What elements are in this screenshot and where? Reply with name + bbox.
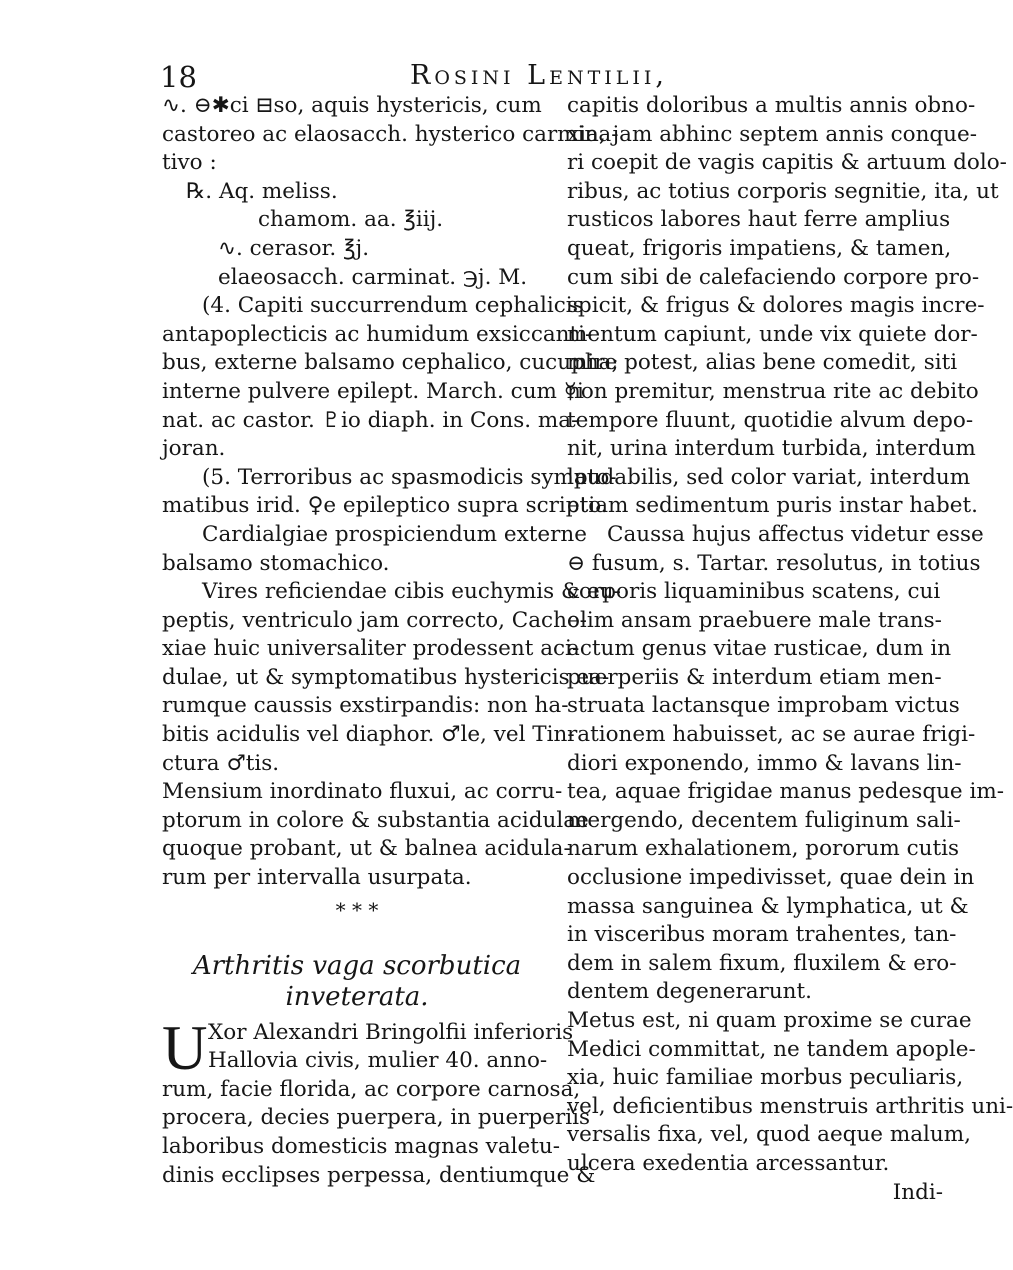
running-title: Rosini Lentilii,: [410, 60, 668, 91]
text-line: ulcera exedentia arcessantur.: [567, 1150, 890, 1176]
text-line: spicit, & frigus & dolores magis incre-: [567, 293, 985, 319]
heading-line: inveterata.: [285, 981, 429, 1012]
text-line: ⊖ fusum, s. Tartar. resolutus, in totius: [567, 550, 981, 576]
text-line: mire potest, alias bene comedit, siti: [567, 350, 958, 376]
text-line: (4. Capiti succurrendum cephalicis: [202, 293, 584, 319]
text-line: olim ansam praebuere male trans-: [567, 607, 942, 633]
text-line: xia, huic familiae morbus peculiaris,: [567, 1065, 964, 1091]
text-line: struata lactansque improbam victus: [567, 693, 960, 719]
text-line: diori exponendo, immo & lavans lin-: [567, 750, 962, 776]
text-line: Medici committat, ne tandem apople-: [567, 1036, 976, 1062]
text-line: matibus irid. ♀e epileptico supra scripto.: [162, 493, 608, 519]
text-line: narum exhalationem, pororum cutis: [567, 836, 960, 862]
text-line: Metus est, ni quam proxime se curae: [567, 1008, 972, 1033]
section-ornament: * * *: [335, 897, 379, 922]
text-line: ribus, ac totius corporis segnitie, ita, ut: [567, 178, 999, 204]
text-line: ri coepit de vagis capitis & artuum dolo-: [567, 150, 1007, 176]
text-line: corporis liquaminibus scatens, cui: [567, 579, 941, 605]
text-line: ∿. ⊖✱ci ⊟so, aquis hystericis, cum: [162, 93, 542, 118]
recipe-line: chamom. aa. ℥iij.: [258, 207, 444, 233]
section-heading: [162, 951, 552, 1013]
text-line: nat. ac castor. ♇io diaph. in Cons. ma-: [162, 407, 579, 433]
text-line: etiam sedimentum puris instar habet.: [567, 493, 978, 519]
text-line: balsamo stomachico.: [162, 550, 390, 576]
text-line: nit, urina interdum turbida, interdum: [567, 436, 976, 462]
text-line: peptis, ventriculo jam correcto, Cache-: [162, 607, 587, 633]
text-line: Vires reficiendae cibis euchymis & eu-: [202, 579, 621, 605]
text-line: cum sibi de calefaciendo corpore pro-: [567, 264, 980, 290]
text-line: actum genus vitae rusticae, dum in: [567, 636, 952, 662]
heading-line: Arthritis vaga scorbutica: [192, 950, 522, 981]
text-line: dem in salem fixum, fluxilem & ero-: [567, 950, 957, 976]
text-line: xiae huic universaliter prodessent aci-: [162, 636, 580, 662]
text-line: vel, deficientibus menstruis arthritis uni-: [567, 1093, 1013, 1119]
text-line: procera, decies puerpera, in puerperiis: [162, 1105, 591, 1131]
text-line: puerperiis & interdum etiam men-: [567, 664, 942, 690]
text-line: bitis acidulis vel diaphor. ♂le, vel Tin-: [162, 722, 575, 748]
recipe-line: elaeosacch. carminat. ℈j. M.: [218, 264, 528, 290]
drop-cap: U: [162, 1012, 208, 1083]
text-line: rusticos labores haut ferre amplius: [567, 207, 951, 233]
text-line: versalis fixa, vel, quod aeque malum,: [567, 1122, 971, 1148]
text-line: tempore fluunt, quotidie alvum depo-: [567, 407, 974, 433]
catchword: Indi-: [892, 1179, 943, 1205]
text-line: queat, frigoris impatiens, & tamen,: [567, 235, 952, 261]
text-line: Caussa hujus affectus videtur esse: [607, 521, 984, 547]
text-line: Xor Alexandri Bringolfii inferioris: [208, 1019, 574, 1045]
text-line: Cardialgiae prospiciendum externe: [202, 521, 587, 547]
recipe-line: ∿. cerasor. ℥j.: [218, 235, 370, 261]
recipe-line: ℞. Aq. meliss.: [186, 178, 338, 204]
text-line: in visceribus moram trahentes, tan-: [567, 922, 957, 948]
text-line: xia, jam abhinc septem annis conque-: [567, 121, 978, 147]
text-line: occlusione impedivisset, quae dein in: [567, 865, 975, 891]
left-column: [162, 92, 621, 1190]
text-line: ptorum in colore & substantia acidulae: [162, 807, 589, 833]
text-line: (5. Terroribus ac spasmodicis sympto-: [202, 464, 617, 490]
text-line: dentem degenerarunt.: [567, 979, 813, 1005]
text-line: dinis ecclipses perpessa, dentiumque &: [162, 1162, 596, 1188]
text-line: joran.: [162, 436, 226, 462]
text-line: massa sanguinea & lymphatica, ut &: [567, 893, 969, 919]
text-line: antapoplecticis ac humidum exsiccanti-: [162, 321, 593, 347]
text-line: dulae, ut & symptomatibus hystericis ea-: [162, 664, 610, 690]
text-line: bus, externe balsamo cephalico, cucupha;: [162, 350, 619, 376]
text-line: ctura ♂tis.: [162, 750, 280, 776]
text-line: non premitur, menstrua rite ac debito: [567, 378, 979, 404]
text-line: quoque probant, ut & balnea acidula-: [162, 836, 571, 862]
text-line: rumque caussis exstirpandis: non ha-: [162, 693, 569, 719]
text-line: mergendo, decentem fuliginum sali-: [567, 807, 961, 833]
case-paragraph: [162, 1012, 596, 1191]
text-line: mentum capiunt, unde vix quiete dor-: [567, 321, 978, 347]
text-line: laboribus domesticis magnas valetu-: [162, 1134, 561, 1159]
text-line: Hallovia civis, mulier 40. anno-: [208, 1048, 548, 1074]
page-number: 18: [160, 60, 197, 94]
text-line: tivo :: [162, 150, 217, 176]
text-line: castoreo ac elaosacch. hysterico carmina-: [162, 121, 619, 147]
text-line: rationem habuisset, ac se aurae frigi-: [567, 722, 976, 748]
text-line: Mensium inordinato fluxui, ac corru-: [162, 779, 563, 805]
text-line: tea, aquae frigidae manus pedesque im-: [567, 779, 1005, 805]
text-line: rum, facie florida, ac corpore carnosa,: [162, 1076, 581, 1102]
text-line: interne pulvere epilept. March. cum ☿i: [162, 378, 584, 404]
text-line: laudabilis, sed color variat, interdum: [567, 464, 971, 490]
text-line: capitis doloribus a multis annis obno-: [567, 93, 976, 118]
text-line: rum per intervalla usurpata.: [162, 865, 472, 891]
right-column: [567, 92, 1013, 1207]
